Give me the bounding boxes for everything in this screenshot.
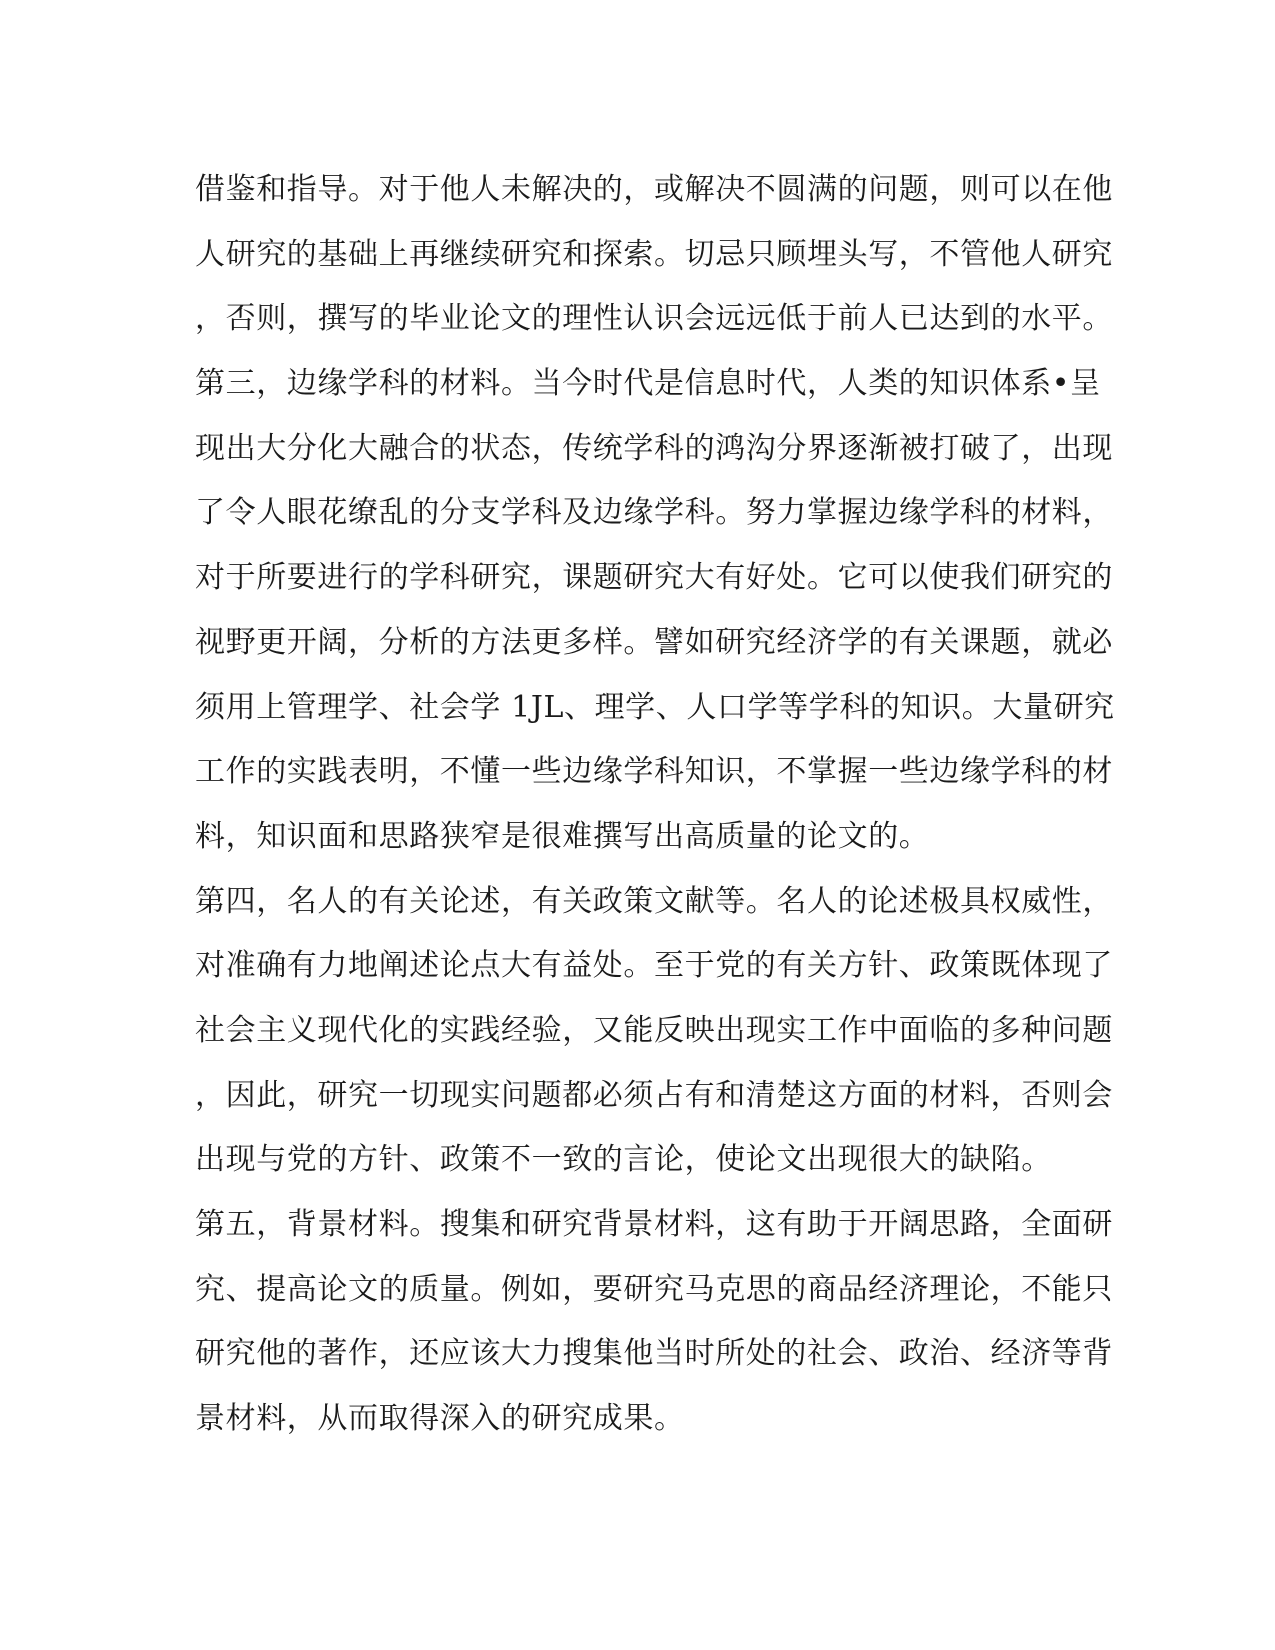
text-line: 借鉴和指导。对于他人未解决的，或解决不圆满的问题，则可以在他 (195, 172, 1113, 207)
text-line: 第三，边缘学科的材料。当今时代是信息时代，人类的知识体系•呈 (195, 366, 1101, 402)
text-line: 视野更开阔，分析的方法更多样。譬如研究经济学的有关课题，就必 (195, 624, 1113, 660)
text-line: 人研究的基础上再继续研究和探索。切忌只顾埋头写，不管他人研究 (195, 236, 1113, 272)
text-line: 出现与党的方针、政策不一致的言论，使论文出现很大的缺陷。 (195, 1142, 1052, 1178)
text-line: ，否则，撰写的毕业论文的理性认识会远远低于前人已达到的水平。 (195, 301, 1113, 337)
text-line: 社会主义现代化的实践经验，又能反映出现实工作中面临的多种问题 (195, 1012, 1113, 1048)
text-line: 工作的实践表明，不懂一些边缘学科知识，不掌握一些边缘学科的材 (195, 754, 1113, 790)
text-line: 第四，名人的有关论述，有关政策文献等。名人的论述极具权威性， (195, 883, 1113, 919)
text-line: 现出大分化大融合的状态，传统学科的鸿沟分界逐渐被打破了，出现 (195, 430, 1113, 466)
text-line: 第五，背景材料。搜集和研究背景材料，这有助于开阔思路，全面研 (195, 1207, 1113, 1242)
text-line: 究、提高论文的质量。例如，要研究马克思的商品经济理论，不能只 (195, 1271, 1113, 1307)
text-line: 景材料，从而取得深入的研究成果。 (195, 1401, 685, 1437)
text-line: 料，知识面和思路狭窄是很难撰写出高质量的论文的。 (195, 818, 930, 854)
text-line: ，因此，研究一切现实问题都必须占有和清楚这方面的材料，否则会 (195, 1077, 1113, 1113)
text-line: 须用上管理学、社会学 1JL、理学、人口学等学科的知识。大量研究 (195, 689, 1115, 725)
text-line: 研究他的著作，还应该大力搜集他当时所处的社会、政治、经济等背 (195, 1336, 1113, 1372)
text-line: 对准确有力地阐述论点大有益处。至于党的有关方针、政策既体现了 (195, 948, 1113, 984)
body-text (195, 158, 1115, 1452)
text-line: 对于所要进行的学科研究，课题研究大有好处。它可以使我们研究的 (195, 560, 1113, 596)
text-line: 了令人眼花缭乱的分支学科及边缘学科。努力掌握边缘学科的材料， (195, 495, 1113, 531)
